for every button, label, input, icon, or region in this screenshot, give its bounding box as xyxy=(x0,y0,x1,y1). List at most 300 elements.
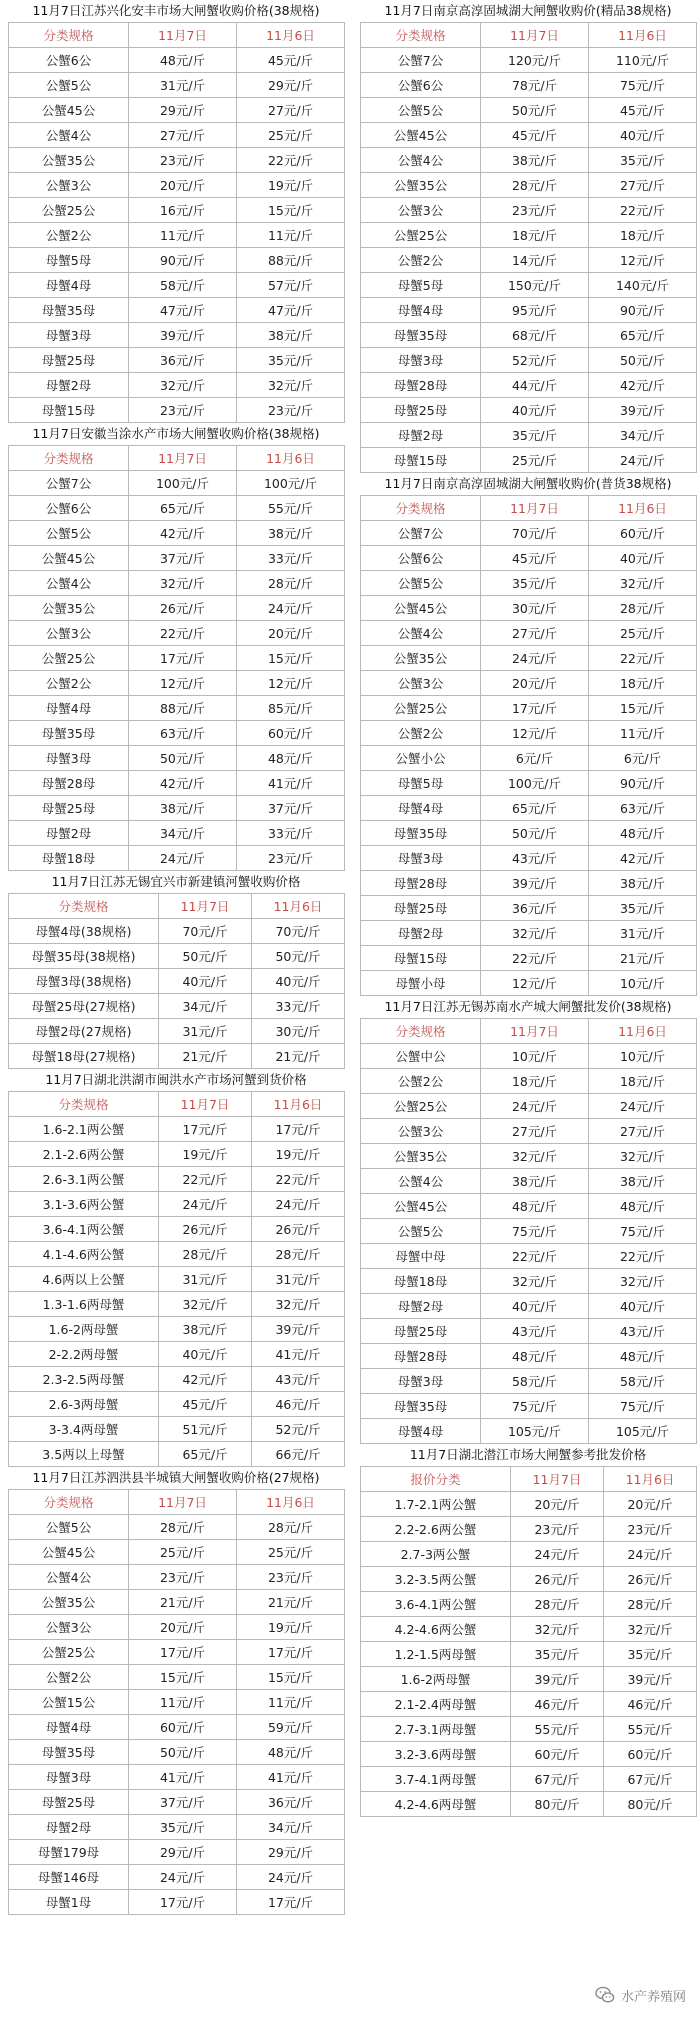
price-nov6-cell: 42元/斤 xyxy=(589,846,697,871)
table-row xyxy=(9,1890,345,1915)
price-nov6-cell: 19元/斤 xyxy=(252,1142,345,1167)
column-header-nov7: 11月7日 xyxy=(129,1490,237,1515)
price-nov7-cell: 6元/斤 xyxy=(481,746,589,771)
table-row xyxy=(361,73,697,98)
price-nov7-cell: 35元/斤 xyxy=(481,423,589,448)
price-nov7-cell: 48元/斤 xyxy=(481,1194,589,1219)
price-nov6-cell: 11元/斤 xyxy=(237,1690,345,1715)
spec-cell: 母蟹25母(27规格) xyxy=(9,994,159,1019)
table-row xyxy=(9,471,345,496)
column-header-nov6: 11月6日 xyxy=(589,23,697,48)
price-nov6-cell: 58元/斤 xyxy=(589,1369,697,1394)
price-nov6-cell: 22元/斤 xyxy=(589,1244,697,1269)
price-nov6-cell: 37元/斤 xyxy=(237,796,345,821)
spec-cell: 母蟹3母 xyxy=(9,1765,129,1790)
price-nov7-cell: 50元/斤 xyxy=(481,821,589,846)
price-nov7-cell: 25元/斤 xyxy=(129,1540,237,1565)
table-row xyxy=(361,1094,697,1119)
table-row xyxy=(9,298,345,323)
price-nov7-cell: 65元/斤 xyxy=(159,1442,252,1467)
price-nov7-cell: 90元/斤 xyxy=(129,248,237,273)
spec-cell: 3.6-4.1两公蟹 xyxy=(361,1592,511,1617)
table-row xyxy=(361,298,697,323)
table-row xyxy=(361,746,697,771)
table-row xyxy=(9,994,345,1019)
spec-cell: 4.2-4.6两母蟹 xyxy=(361,1792,511,1817)
price-nov6-cell: 27元/斤 xyxy=(237,98,345,123)
spec-cell: 公蟹25公 xyxy=(361,1094,481,1119)
price-nov7-cell: 17元/斤 xyxy=(129,1640,237,1665)
price-nov6-cell: 31元/斤 xyxy=(589,921,697,946)
spec-cell: 公蟹2公 xyxy=(9,671,129,696)
price-nov6-cell: 48元/斤 xyxy=(589,1344,697,1369)
table-row xyxy=(9,273,345,298)
price-nov6-cell: 10元/斤 xyxy=(589,971,697,996)
price-nov7-cell: 24元/斤 xyxy=(129,846,237,871)
price-nov6-cell: 85元/斤 xyxy=(237,696,345,721)
table-row xyxy=(9,1217,345,1242)
price-nov6-cell: 35元/斤 xyxy=(589,896,697,921)
right-column xyxy=(360,0,696,1817)
spec-cell: 公蟹7公 xyxy=(9,471,129,496)
table-row xyxy=(9,323,345,348)
price-nov7-cell: 60元/斤 xyxy=(511,1742,604,1767)
price-block xyxy=(360,996,696,1444)
spec-cell: 母蟹2母 xyxy=(9,1815,129,1840)
spec-cell: 公蟹35公 xyxy=(9,148,129,173)
watermark-text: 水产养殖网 xyxy=(620,1989,686,2005)
table-row xyxy=(9,1540,345,1565)
price-nov7-cell: 43元/斤 xyxy=(481,1319,589,1344)
table-row xyxy=(361,198,697,223)
price-nov6-cell: 32元/斤 xyxy=(252,1292,345,1317)
price-nov6-cell: 28元/斤 xyxy=(589,596,697,621)
price-nov6-cell: 28元/斤 xyxy=(237,571,345,596)
column-header-nov7: 11月7日 xyxy=(481,496,589,521)
header-row xyxy=(9,894,345,919)
spec-cell: 公蟹4公 xyxy=(9,1565,129,1590)
table-row xyxy=(361,646,697,671)
table-title: 11月7日江苏无锡苏南水产城大闸蟹批发价(38规格) xyxy=(384,999,672,1014)
price-nov7-cell: 32元/斤 xyxy=(129,373,237,398)
spec-cell: 母蟹4母 xyxy=(9,273,129,298)
price-nov7-cell: 17元/斤 xyxy=(159,1117,252,1142)
spec-cell: 1.2-1.5两母蟹 xyxy=(361,1642,511,1667)
price-nov6-cell: 46元/斤 xyxy=(604,1692,697,1717)
price-table xyxy=(360,495,697,996)
table-row xyxy=(361,1692,697,1717)
price-nov6-cell: 39元/斤 xyxy=(604,1667,697,1692)
table-row xyxy=(361,621,697,646)
price-nov6-cell: 140元/斤 xyxy=(589,273,697,298)
price-nov7-cell: 38元/斤 xyxy=(159,1317,252,1342)
table-row xyxy=(361,1294,697,1319)
price-nov6-cell: 75元/斤 xyxy=(589,1219,697,1244)
price-table xyxy=(8,22,345,423)
spec-cell: 母蟹4母 xyxy=(361,298,481,323)
price-nov6-cell: 17元/斤 xyxy=(237,1890,345,1915)
price-nov6-cell: 17元/斤 xyxy=(252,1117,345,1142)
spec-cell: 4.2-4.6两公蟹 xyxy=(361,1617,511,1642)
spec-cell: 公蟹45公 xyxy=(361,123,481,148)
price-table xyxy=(8,1091,345,1467)
price-nov7-cell: 36元/斤 xyxy=(481,896,589,921)
table-row xyxy=(9,919,345,944)
price-nov7-cell: 42元/斤 xyxy=(159,1367,252,1392)
spec-cell: 母蟹3母 xyxy=(9,323,129,348)
price-nov7-cell: 45元/斤 xyxy=(481,546,589,571)
price-nov6-cell: 40元/斤 xyxy=(589,123,697,148)
price-nov7-cell: 32元/斤 xyxy=(481,921,589,946)
table-row xyxy=(361,1244,697,1269)
price-nov6-cell: 40元/斤 xyxy=(252,969,345,994)
header-row xyxy=(9,1490,345,1515)
table-row xyxy=(361,398,697,423)
price-nov6-cell: 24元/斤 xyxy=(604,1542,697,1567)
spec-cell: 母蟹5母 xyxy=(361,771,481,796)
spec-cell: 母蟹28母 xyxy=(361,373,481,398)
price-nov6-cell: 18元/斤 xyxy=(589,1069,697,1094)
table-row xyxy=(361,1419,697,1444)
price-nov6-cell: 88元/斤 xyxy=(237,248,345,273)
price-nov6-cell: 15元/斤 xyxy=(589,696,697,721)
table-row xyxy=(361,1344,697,1369)
table-row xyxy=(9,571,345,596)
spec-cell: 母蟹35母 xyxy=(9,1740,129,1765)
price-nov6-cell: 24元/斤 xyxy=(237,1865,345,1890)
spec-cell: 公蟹25公 xyxy=(361,696,481,721)
column-header-nov7: 11月7日 xyxy=(129,446,237,471)
price-table xyxy=(360,22,697,473)
spec-cell: 母蟹25母 xyxy=(361,398,481,423)
price-table xyxy=(8,445,345,871)
table-row xyxy=(9,1665,345,1690)
price-nov7-cell: 34元/斤 xyxy=(159,994,252,1019)
table-row xyxy=(9,223,345,248)
spec-cell: 母蟹2母 xyxy=(9,373,129,398)
price-nov6-cell: 60元/斤 xyxy=(237,721,345,746)
column-header-category: 分类规格 xyxy=(361,496,481,521)
price-block xyxy=(360,1444,696,1817)
spec-cell: 母蟹3母 xyxy=(9,746,129,771)
price-nov7-cell: 48元/斤 xyxy=(129,48,237,73)
table-row xyxy=(361,348,697,373)
table-row xyxy=(9,1392,345,1417)
price-nov7-cell: 17元/斤 xyxy=(481,696,589,721)
spec-cell: 母蟹2母 xyxy=(9,821,129,846)
table-row xyxy=(361,273,697,298)
spec-cell: 2.7-3.1两母蟹 xyxy=(361,1717,511,1742)
spec-cell: 公蟹6公 xyxy=(9,48,129,73)
table-row xyxy=(361,1617,697,1642)
spec-cell: 公蟹2公 xyxy=(9,1665,129,1690)
spec-cell: 母蟹25母 xyxy=(9,348,129,373)
price-nov7-cell: 67元/斤 xyxy=(511,1767,604,1792)
price-nov7-cell: 25元/斤 xyxy=(481,448,589,473)
price-nov6-cell: 38元/斤 xyxy=(237,521,345,546)
spec-cell: 母蟹146母 xyxy=(9,1865,129,1890)
price-nov6-cell: 32元/斤 xyxy=(604,1617,697,1642)
table-row xyxy=(9,1167,345,1192)
spec-cell: 公蟹25公 xyxy=(9,198,129,223)
price-nov6-cell: 20元/斤 xyxy=(604,1492,697,1517)
price-nov7-cell: 22元/斤 xyxy=(481,946,589,971)
price-nov7-cell: 26元/斤 xyxy=(129,596,237,621)
table-row xyxy=(361,1169,697,1194)
table-row xyxy=(9,1815,345,1840)
price-nov6-cell: 33元/斤 xyxy=(252,994,345,1019)
price-nov7-cell: 75元/斤 xyxy=(481,1219,589,1244)
table-row xyxy=(9,671,345,696)
price-nov6-cell: 28元/斤 xyxy=(604,1592,697,1617)
price-nov7-cell: 88元/斤 xyxy=(129,696,237,721)
table-row xyxy=(9,746,345,771)
price-nov6-cell: 39元/斤 xyxy=(252,1317,345,1342)
price-nov7-cell: 18元/斤 xyxy=(481,1069,589,1094)
price-nov6-cell: 31元/斤 xyxy=(252,1267,345,1292)
price-nov7-cell: 30元/斤 xyxy=(481,596,589,621)
spec-cell: 母蟹15母 xyxy=(361,946,481,971)
price-block xyxy=(8,871,344,1069)
price-nov6-cell: 25元/斤 xyxy=(237,123,345,148)
table-title: 11月7日江苏无锡宜兴市新建镇河蟹收购价格 xyxy=(51,874,301,889)
table-row xyxy=(361,1492,697,1517)
table-row xyxy=(9,596,345,621)
spec-cell: 母蟹35母 xyxy=(361,821,481,846)
price-nov6-cell: 15元/斤 xyxy=(237,1665,345,1690)
price-nov6-cell: 12元/斤 xyxy=(237,671,345,696)
table-row xyxy=(361,423,697,448)
table-row xyxy=(9,696,345,721)
header-row xyxy=(361,1019,697,1044)
table-row xyxy=(361,521,697,546)
price-nov7-cell: 19元/斤 xyxy=(159,1142,252,1167)
price-nov6-cell: 11元/斤 xyxy=(589,721,697,746)
spec-cell: 公蟹25公 xyxy=(9,1640,129,1665)
spec-cell: 公蟹3公 xyxy=(9,173,129,198)
price-nov6-cell: 80元/斤 xyxy=(604,1792,697,1817)
price-nov6-cell: 38元/斤 xyxy=(589,1169,697,1194)
price-nov7-cell: 39元/斤 xyxy=(129,323,237,348)
spec-cell: 母蟹35母 xyxy=(361,323,481,348)
price-nov6-cell: 24元/斤 xyxy=(237,596,345,621)
price-nov6-cell: 26元/斤 xyxy=(252,1217,345,1242)
spec-cell: 母蟹28母 xyxy=(9,771,129,796)
spec-cell: 母蟹18母(27规格) xyxy=(9,1044,159,1069)
spec-cell: 公蟹45公 xyxy=(361,596,481,621)
price-nov6-cell: 32元/斤 xyxy=(589,1144,697,1169)
price-nov6-cell: 60元/斤 xyxy=(589,521,697,546)
spec-cell: 2.3-2.5两母蟹 xyxy=(9,1367,159,1392)
table-row xyxy=(9,1515,345,1540)
price-nov6-cell: 43元/斤 xyxy=(589,1319,697,1344)
table-row xyxy=(361,248,697,273)
column-header-category: 分类规格 xyxy=(361,23,481,48)
column-header-category: 分类规格 xyxy=(9,894,159,919)
spec-cell: 母蟹25母 xyxy=(9,1790,129,1815)
table-row xyxy=(9,1044,345,1069)
price-nov6-cell: 40元/斤 xyxy=(589,546,697,571)
spec-cell: 母蟹3母(38规格) xyxy=(9,969,159,994)
price-nov7-cell: 27元/斤 xyxy=(481,621,589,646)
table-row xyxy=(361,946,697,971)
price-nov6-cell: 36元/斤 xyxy=(237,1790,345,1815)
spec-cell: 公蟹45公 xyxy=(9,1540,129,1565)
price-nov7-cell: 23元/斤 xyxy=(511,1517,604,1542)
spec-cell: 母蟹25母 xyxy=(361,1319,481,1344)
spec-cell: 母蟹179母 xyxy=(9,1840,129,1865)
column-header-nov6: 11月6日 xyxy=(237,23,345,48)
price-nov7-cell: 35元/斤 xyxy=(481,571,589,596)
spec-cell: 公蟹6公 xyxy=(9,496,129,521)
table-title: 11月7日南京高淳固城湖大闸蟹收购价(普货38规格) xyxy=(384,476,672,491)
price-nov7-cell: 37元/斤 xyxy=(129,546,237,571)
column-header-category: 分类规格 xyxy=(9,1490,129,1515)
table-row xyxy=(361,1219,697,1244)
price-nov6-cell: 21元/斤 xyxy=(589,946,697,971)
price-nov7-cell: 70元/斤 xyxy=(159,919,252,944)
price-nov6-cell: 18元/斤 xyxy=(589,671,697,696)
price-nov7-cell: 63元/斤 xyxy=(129,721,237,746)
table-row xyxy=(9,123,345,148)
price-nov6-cell: 43元/斤 xyxy=(252,1367,345,1392)
spec-cell: 公蟹45公 xyxy=(9,98,129,123)
table-row xyxy=(9,373,345,398)
header-row xyxy=(361,496,697,521)
price-nov7-cell: 12元/斤 xyxy=(481,721,589,746)
spec-cell: 公蟹35公 xyxy=(9,1590,129,1615)
price-nov7-cell: 38元/斤 xyxy=(481,1169,589,1194)
table-row xyxy=(9,1267,345,1292)
price-nov7-cell: 120元/斤 xyxy=(481,48,589,73)
spec-cell: 4.1-4.6两公蟹 xyxy=(9,1242,159,1267)
price-nov7-cell: 20元/斤 xyxy=(511,1492,604,1517)
price-nov6-cell: 22元/斤 xyxy=(252,1167,345,1192)
price-nov6-cell: 57元/斤 xyxy=(237,273,345,298)
price-nov6-cell: 32元/斤 xyxy=(237,373,345,398)
price-nov6-cell: 23元/斤 xyxy=(237,846,345,871)
spec-cell: 母蟹2母 xyxy=(361,1294,481,1319)
table-row xyxy=(9,98,345,123)
table-row xyxy=(361,1144,697,1169)
price-nov7-cell: 24元/斤 xyxy=(481,646,589,671)
price-nov7-cell: 58元/斤 xyxy=(481,1369,589,1394)
price-nov7-cell: 34元/斤 xyxy=(129,821,237,846)
table-row xyxy=(9,1840,345,1865)
price-nov7-cell: 14元/斤 xyxy=(481,248,589,273)
price-nov6-cell: 10元/斤 xyxy=(589,1044,697,1069)
table-row xyxy=(9,846,345,871)
price-nov7-cell: 42元/斤 xyxy=(129,521,237,546)
price-nov7-cell: 28元/斤 xyxy=(159,1242,252,1267)
price-nov7-cell: 43元/斤 xyxy=(481,846,589,871)
spec-cell: 母蟹25母 xyxy=(361,896,481,921)
column-header-nov6: 11月6日 xyxy=(589,496,697,521)
price-nov6-cell: 38元/斤 xyxy=(589,871,697,896)
price-table xyxy=(8,893,345,1069)
table-title: 11月7日湖北潜江市场大闸蟹参考批发价格 xyxy=(409,1447,647,1462)
table-row xyxy=(361,821,697,846)
table-row xyxy=(361,173,697,198)
price-nov6-cell: 90元/斤 xyxy=(589,771,697,796)
price-nov6-cell: 19元/斤 xyxy=(237,1615,345,1640)
table-row xyxy=(9,969,345,994)
header-row xyxy=(9,1092,345,1117)
price-nov7-cell: 50元/斤 xyxy=(129,1740,237,1765)
spec-cell: 公蟹2公 xyxy=(361,248,481,273)
price-nov7-cell: 26元/斤 xyxy=(511,1567,604,1592)
price-nov7-cell: 32元/斤 xyxy=(481,1144,589,1169)
wechat-icon xyxy=(595,1985,615,2005)
table-row xyxy=(361,596,697,621)
table-row xyxy=(9,1019,345,1044)
price-nov7-cell: 28元/斤 xyxy=(481,173,589,198)
price-nov7-cell: 29元/斤 xyxy=(129,98,237,123)
column-header-nov7: 11月7日 xyxy=(159,894,252,919)
price-nov6-cell: 21元/斤 xyxy=(237,1590,345,1615)
table-row xyxy=(9,173,345,198)
table-row xyxy=(361,1369,697,1394)
price-nov7-cell: 23元/斤 xyxy=(129,398,237,423)
price-nov6-cell: 42元/斤 xyxy=(589,373,697,398)
price-nov6-cell: 63元/斤 xyxy=(589,796,697,821)
table-row xyxy=(361,896,697,921)
spec-cell: 3.7-4.1两母蟹 xyxy=(361,1767,511,1792)
column-header-nov7: 11月7日 xyxy=(159,1092,252,1117)
table-row xyxy=(9,48,345,73)
price-nov7-cell: 11元/斤 xyxy=(129,1690,237,1715)
price-nov6-cell: 11元/斤 xyxy=(237,223,345,248)
spec-cell: 母蟹3母 xyxy=(361,1369,481,1394)
table-row xyxy=(361,971,697,996)
table-row xyxy=(9,1765,345,1790)
spec-cell: 公蟹4公 xyxy=(9,123,129,148)
price-nov6-cell: 48元/斤 xyxy=(589,1194,697,1219)
table-row xyxy=(361,1767,697,1792)
price-nov7-cell: 39元/斤 xyxy=(481,871,589,896)
price-nov7-cell: 55元/斤 xyxy=(511,1717,604,1742)
price-nov6-cell: 41元/斤 xyxy=(252,1342,345,1367)
table-row xyxy=(361,671,697,696)
price-nov7-cell: 15元/斤 xyxy=(129,1665,237,1690)
column-header-category: 分类规格 xyxy=(9,446,129,471)
price-nov6-cell: 75元/斤 xyxy=(589,73,697,98)
table-row xyxy=(9,1142,345,1167)
spec-cell: 母蟹小母 xyxy=(361,971,481,996)
spec-cell: 母蟹35母 xyxy=(361,1394,481,1419)
price-nov7-cell: 52元/斤 xyxy=(481,348,589,373)
price-nov7-cell: 50元/斤 xyxy=(129,746,237,771)
price-nov7-cell: 22元/斤 xyxy=(481,1244,589,1269)
table-row xyxy=(9,1640,345,1665)
table-row xyxy=(361,546,697,571)
price-nov6-cell: 35元/斤 xyxy=(604,1642,697,1667)
price-nov6-cell: 20元/斤 xyxy=(237,621,345,646)
spec-cell: 母蟹4母 xyxy=(9,1715,129,1740)
spec-cell: 1.7-2.1两公蟹 xyxy=(361,1492,511,1517)
spec-cell: 公蟹35公 xyxy=(361,1144,481,1169)
column-header-nov6: 11月6日 xyxy=(237,446,345,471)
table-row xyxy=(9,1565,345,1590)
table-row xyxy=(9,1317,345,1342)
price-nov7-cell: 12元/斤 xyxy=(129,671,237,696)
table-row xyxy=(361,1517,697,1542)
price-nov7-cell: 68元/斤 xyxy=(481,323,589,348)
price-nov7-cell: 29元/斤 xyxy=(129,1840,237,1865)
spec-cell: 公蟹35公 xyxy=(361,646,481,671)
table-row xyxy=(361,1567,697,1592)
price-nov7-cell: 40元/斤 xyxy=(481,1294,589,1319)
